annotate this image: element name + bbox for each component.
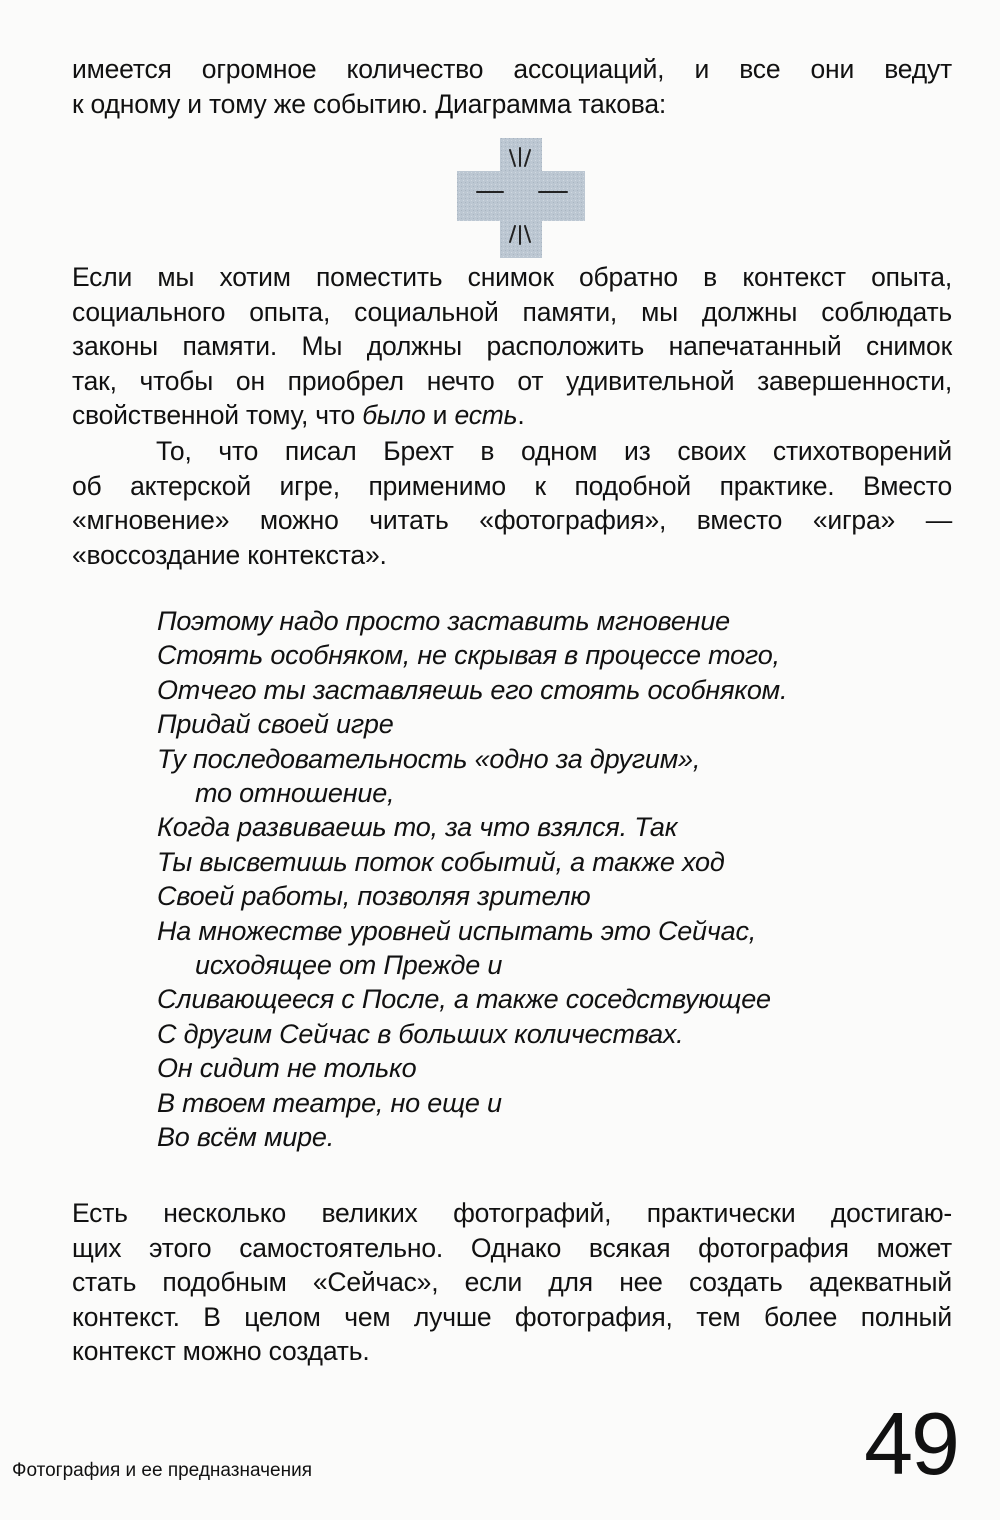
running-footer-title: Фотография и ее предназначения [12, 1460, 312, 1481]
text-fragment: свойственной тому, что [72, 400, 363, 430]
poem-line: В твоем театре, но еще и [157, 1087, 502, 1118]
poem-line: С другим Сейчас в больших количествах. [157, 1018, 684, 1049]
paragraph-1 [72, 260, 952, 433]
page-number: 49 [864, 1394, 958, 1493]
poem-line: Когда развиваешь то, за что взялся. Так [157, 812, 678, 843]
text-line: «воссоздание контекста». [72, 539, 387, 570]
italic-word: было [362, 400, 426, 430]
text-line: щих этого самостоятельно. Однако всякая фотография может [72, 1232, 952, 1263]
text-line: контекст. В целом чем лучше фотография, тем более полный [72, 1301, 952, 1332]
poem-line: Во всём мире. [157, 1122, 335, 1153]
poem-line: Ту последовательность «одно за другим», [157, 743, 701, 774]
poem-line: Стоять особняком, не скрывая в процессе того, [157, 640, 780, 671]
text-line: То, что писал Брехт в одном из своих стихотворений [156, 436, 952, 466]
paragraph-3 [72, 1196, 952, 1369]
poem-line: то отношение, [195, 778, 395, 809]
poem-line: Он сидит не только [157, 1053, 417, 1084]
italic-word: есть [454, 400, 518, 430]
text-line: «мгновение» можно читать «фотография», вместо «игра» — [72, 505, 952, 535]
text-line: контекст можно создать. [72, 1336, 370, 1366]
poem-line: Придай своей игре [157, 709, 394, 740]
text-line: об актерской игре, применимо к подобной практике. Вместо [72, 470, 952, 501]
paragraph-2 [72, 434, 952, 572]
poem-line: Своей работы, позволяя зрителю [157, 881, 591, 912]
text-line: Если мы хотим поместить снимок обратно в контекст опыта, [72, 262, 952, 292]
text-fragment: и [425, 400, 455, 430]
poem-quote [157, 604, 917, 1155]
text-line: социального опыта, социальной памяти, мы должны соблюдать [72, 296, 952, 327]
text-line: Есть несколько великих фотографий, практически достигаю- [72, 1198, 952, 1228]
poem-line: исходящее от Прежде и [195, 950, 503, 981]
cross-diagram [457, 138, 585, 258]
cross-diagram-icon [457, 138, 585, 258]
text-fragment: . [517, 400, 525, 430]
text-line: имеется огромное количество ассоциаций, и все они ведут [72, 54, 952, 84]
intro-paragraph [72, 52, 952, 121]
text-line: к одному и тому же событию. Диаграмма такова: [72, 88, 667, 119]
poem-line: На множестве уровней испытать это Сейчас, [157, 915, 757, 946]
text-line: законы памяти. Мы должны расположить напечатанный снимок [72, 331, 952, 361]
poem-line: Сливающееся с После, а также соседствующее [157, 984, 771, 1015]
text-line [72, 398, 952, 433]
poem-line: Ты высветишь поток событий, а также ход [157, 846, 725, 877]
text-line: так, чтобы он приобрел нечто от удивительной завершенности, [72, 365, 952, 396]
text-line: стать подобным «Сейчас», если для нее создать адекватный [72, 1267, 952, 1297]
poem-line: Отчего ты заставляешь его стоять особняком. [157, 674, 788, 705]
poem-line: Поэтому надо просто заставить мгновение [157, 606, 730, 636]
